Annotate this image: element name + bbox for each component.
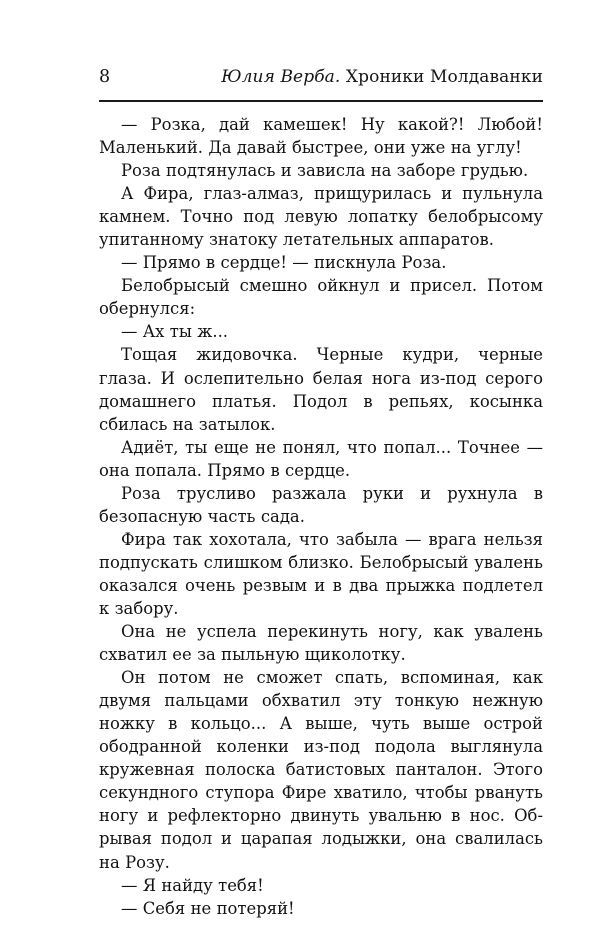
running-head-work: Хроники Молдаванки xyxy=(345,67,543,87)
paragraph: — Прямо в сердце! — пискнула Роза. xyxy=(121,253,447,273)
page-number: 8 xyxy=(99,67,111,87)
paragraph: Белобрысый смешно ойкнул и присел. Потом обернулся: xyxy=(99,276,543,319)
paragraph: Фира так хохотала, что забыла — врага нельзя подпускать слишком близко. Белобрысый увалень оказался очень резвым и в два прыжка подлетел к забору. xyxy=(99,529,543,618)
paragraph: — Себя не потеряй! xyxy=(121,898,295,918)
paragraph: А Фира, глаз-алмаз, прищурилась и пульнула камнем. Точно под левую лопатку белобрысому упитанному знатоку летательных аппаратов. xyxy=(99,184,543,250)
body-text-block xyxy=(99,113,543,920)
paragraph: Он потом не сможет спать, вспоминая, как двумя пальцами обхватил эту тонкую нежную ножку в кольцо... А выше, чуть выше острой ободранной коленки из-под подола выглянула кружевная полоска батистовых панталон. Этого секундного ступора Фире хватило, чтобы рвануть ногу и рефлекторно двинуть увальню в нос. Обрывая подол и царапая лодыжки, она свалилась на Розу. xyxy=(99,668,543,872)
running-head-author: Юлия Верба. xyxy=(221,67,341,87)
running-head-title xyxy=(221,66,543,88)
paragraph: — Я найду тебя! xyxy=(121,875,264,895)
paragraph: — Розка, дай камешек! Ну какой?! Любой! Маленький. Да давай быстрее, они уже на углу! xyxy=(99,115,543,158)
paragraph: Она не успела перекинуть ногу, как увалень схватил ее за пыльную щиколотку. xyxy=(99,622,543,665)
paragraph: Тощая жидовочка. Черные кудри, черные глаза. И ослепительно белая нога из-под серого домашнего платья. Подол в репьях, косынка сбилась на затылок. xyxy=(99,345,543,434)
paragraph: Адиёт, ты еще не понял, что попал... Точнее — она попала. Прямо в сердце. xyxy=(99,437,543,480)
header-rule xyxy=(99,100,543,102)
paragraph: — Ах ты ж... xyxy=(121,322,229,342)
running-head xyxy=(99,66,543,88)
paragraph: Роза подтянулась и зависла на заборе грудью. xyxy=(121,161,529,181)
paragraph: Роза трусливо разжала руки и рухнула в безопасную часть сада. xyxy=(99,483,543,526)
